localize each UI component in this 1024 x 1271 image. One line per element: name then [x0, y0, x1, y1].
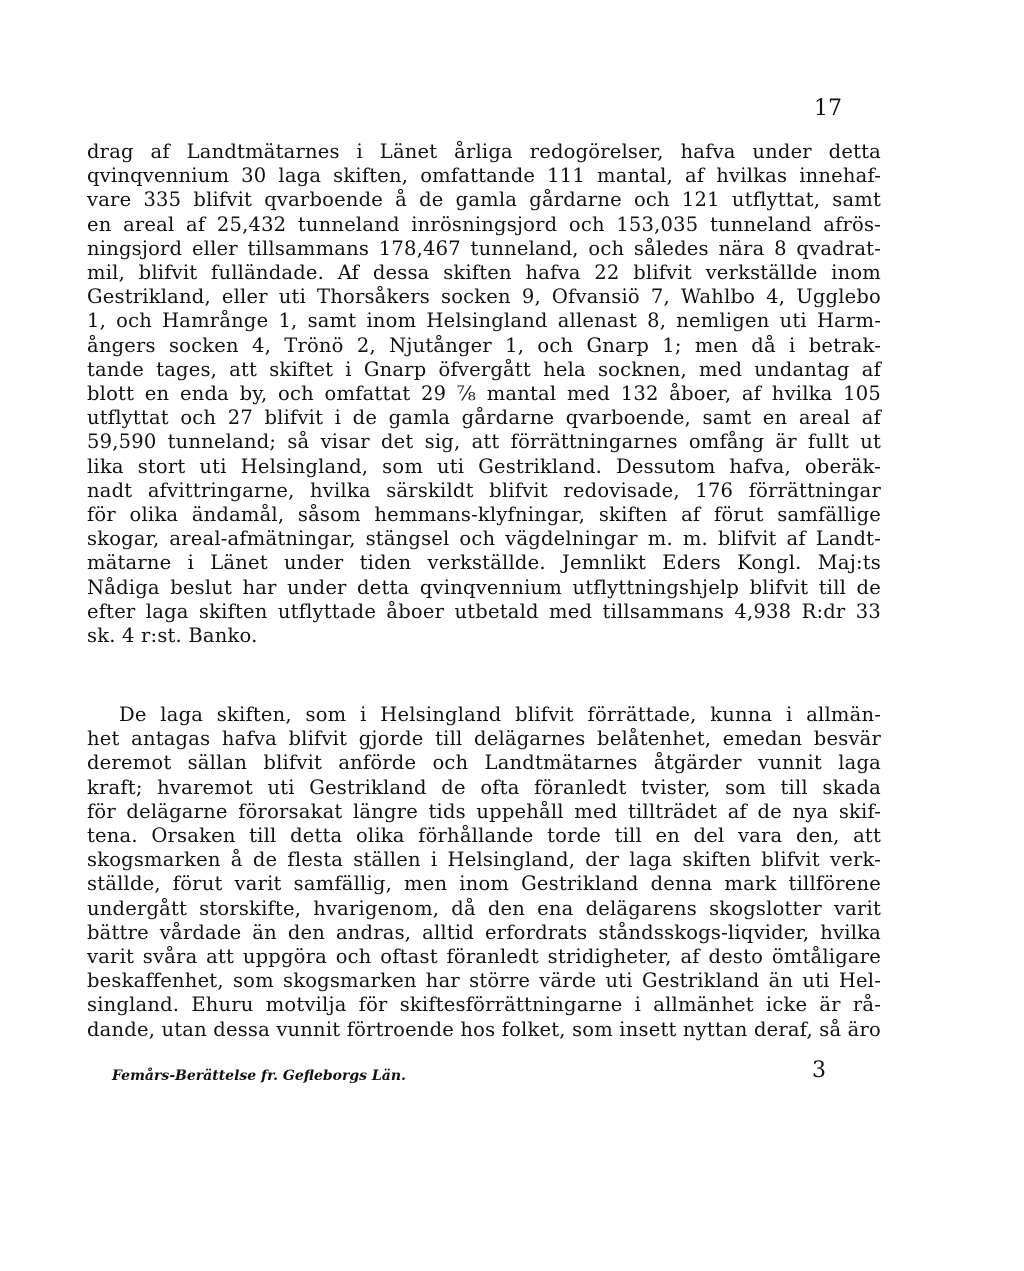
- text-line: för delägarne förorsakat längre tids uppehåll med tillträdet af de nya skif-: [87, 799, 881, 823]
- text-line: het antagas hafva blifvit gjorde till delägarnes belåtenhet, emedan besvär: [87, 727, 881, 751]
- text-line: mätarne i Länet under tiden verkställde. Jemnlikt Eders Kongl. Maj:ts: [87, 551, 881, 575]
- text-line: vare 335 blifvit qvarboende å de gamla gårdarne och 121 utflyttat, samt: [87, 188, 881, 212]
- text-line: ningsjord eller tillsammans 178,467 tunneland, och således nära 8 qvadrat-: [87, 236, 881, 260]
- text-line: skogsmarken å de flesta ställen i Helsingland, der laga skiften blifvit verk-: [87, 848, 881, 872]
- text-line: varit svåra att uppgöra och oftast föranledt stridigheter, af desto ömtåligare: [87, 945, 881, 969]
- text-line: skogar, areal-afmätningar, stängsel och vägdelningar m. m. blifvit af Landt-: [87, 527, 881, 551]
- text-line: dande, utan dessa vunnit förtroende hos folket, som insett nyttan deraf, så äro: [87, 1017, 881, 1041]
- text-line: tena. Orsaken till detta olika förhållande torde till en del vara den, att: [87, 824, 881, 848]
- footer-running-title: Femårs-Berättelse fr. Gefleborgs Län.: [112, 1068, 406, 1084]
- text-line: utflyttat och 27 blifvit i de gamla gårdarne qvarboende, samt en areal af: [87, 406, 881, 430]
- text-line: qvinqvennium 30 laga skiften, omfattande 111 mantal, af hvilkas innehaf-: [87, 164, 881, 188]
- text-line: De laga skiften, som i Helsingland blifvit förrättade, kunna i allmän-: [119, 703, 881, 726]
- text-line: Nådiga beslut har under detta qvinqvennium utflyttningshjelp blifvit till de: [87, 575, 881, 599]
- text-line: lika stort uti Helsingland, som uti Gestrikland. Dessutom hafva, oberäk-: [87, 454, 881, 478]
- signature-mark: 3: [812, 1058, 826, 1083]
- text-line: deremot sällan blifvit anförde och Landtmätarnes åtgärder vunnit laga: [87, 751, 881, 775]
- text-line: sk. 4 r:st. Banko.: [87, 624, 258, 648]
- text-line: för olika ändamål, såsom hemmans-klyfningar, skiften af förut samfällige: [87, 503, 881, 527]
- text-line: tande tages, att skiftet i Gnarp öfvergått hela socknen, med undantag af: [87, 357, 881, 381]
- text-line: drag af Landtmätarnes i Länet årliga redogörelser, hafva under detta: [87, 140, 881, 163]
- text-line: 59,590 tunneland; så visar det sig, att förrättningarnes omfång är fullt ut: [87, 430, 881, 454]
- text-line: ångers socken 4, Trönö 2, Njutånger 1, och Gnarp 1; men då i betrak-: [87, 333, 881, 357]
- text-line: singland. Ehuru motvilja för skiftesförrättningarne i allmänhet icke är rå-: [87, 993, 881, 1017]
- text-line: nadt afvittringarne, hvilka särskildt blifvit redovisade, 176 förrättningar: [87, 478, 881, 502]
- text-line: Gestrikland, eller uti Thorsåkers socken 9, Ofvansiö 7, Wahlbo 4, Ugglebo: [87, 285, 881, 309]
- text-line: mil, blifvit fulländade. Af dessa skiften hafva 22 blifvit verkställde inom: [87, 261, 881, 285]
- page-number: 17: [814, 96, 842, 121]
- text-line: efter laga skiften utflyttade åboer utbetald med tillsammans 4,938 R:dr 33: [87, 599, 881, 623]
- text-line: undergått storskifte, hvarigenom, då den ena delägarens skogslotter varit: [87, 896, 881, 920]
- paragraph-1: [87, 140, 881, 648]
- text-line: ställde, förut varit samfällig, men inom Gestrikland denna mark tillförene: [87, 872, 881, 896]
- text-line: 1, och Hamrånge 1, samt inom Helsingland allenast 8, nemligen uti Harm-: [87, 309, 881, 333]
- text-line: kraft; hvaremot uti Gestrikland de ofta föranledt tvister, som till skada: [87, 775, 881, 799]
- text-line: bättre vårdade än den andras, alltid erfordrats ståndsskogs-liqvider, hvilka: [87, 920, 881, 944]
- text-line: beskaffenhet, som skogsmarken har större värde uti Gestrikland än uti Hel-: [87, 969, 881, 993]
- text-line: en areal af 25,432 tunneland inrösningsjord och 153,035 tunneland afrös-: [87, 212, 881, 236]
- paragraph-2: [87, 703, 881, 1042]
- text-line: blott en enda by, och omfattat 29 ⅞ mantal med 132 åboer, af hvilka 105: [87, 382, 881, 406]
